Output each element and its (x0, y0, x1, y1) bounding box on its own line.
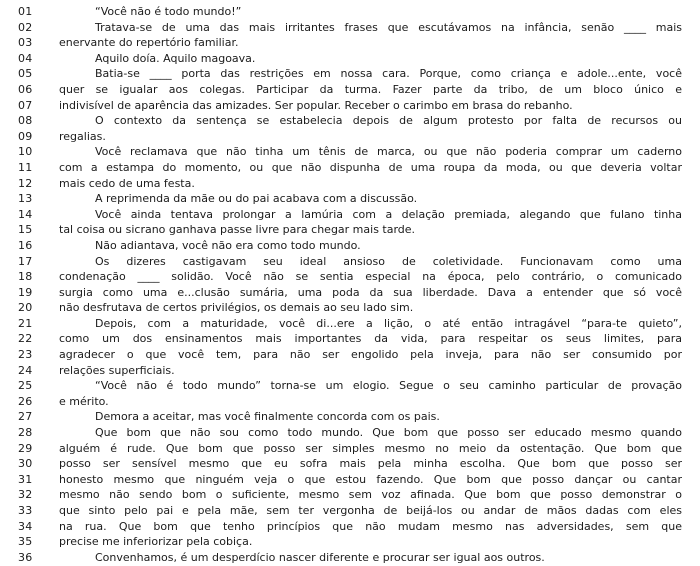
text-line (0, 51, 700, 67)
line-text: na rua. Que bom que tenho princípios que não mudam mesmo nas adversidades, sem que (59, 519, 682, 533)
text-line (0, 425, 700, 441)
text-line (0, 113, 700, 129)
line-text: condenação ____ solidão. Você não se sentia especial na época, pelo contrário, o comunicado (59, 270, 682, 284)
line-text: “Você não é todo mundo!” (95, 5, 242, 18)
line-number: 16 (18, 238, 33, 252)
text-line (0, 300, 700, 316)
line-number: 25 (18, 379, 33, 393)
line-text: enervante do repertório familiar. (59, 36, 239, 50)
line-text: honesto mesmo que ninguém veja o que estou fazendo. Que bom que posso dançar ou cantar (59, 472, 682, 486)
line-number: 22 (18, 332, 33, 346)
line-number: 11 (18, 160, 33, 174)
text-line (0, 409, 700, 425)
line-number: 29 (18, 441, 33, 455)
line-number: 19 (18, 285, 33, 299)
text-line (0, 269, 700, 285)
line-text: mais cedo de uma festa. (59, 176, 195, 190)
line-text: O contexto da sentença se estabelecia depois de algum protesto por falta de recursos ou (95, 114, 682, 128)
line-number: 02 (18, 20, 33, 34)
line-number: 32 (18, 488, 33, 502)
line-text: “Você não é todo mundo” torna-se um elogio. Segue o seu caminho particular de provação (95, 379, 682, 393)
line-text: precise me inferiorizar pela cobiça. (59, 535, 253, 549)
line-text: que sinto pelo pai e pela mãe, sem ter vergonha de beijá-los ou andar de mãos dadas com eles (59, 504, 682, 517)
line-text: Tratava-se de uma das mais irritantes frases que escutávamos na infância, senão ____ mais (95, 20, 682, 34)
line-text: posso ser sensível mesmo que eu sofra mais pela minha escolha. Que bom que posso ser (59, 457, 682, 471)
line-text: Que bom que não sou como todo mundo. Que bom que posso ser educado mesmo quando (95, 426, 682, 440)
text-line (0, 4, 700, 20)
line-number: 09 (18, 129, 33, 143)
line-text: e mérito. (59, 394, 109, 408)
line-number: 15 (18, 223, 33, 237)
line-number: 17 (18, 254, 33, 268)
line-number: 20 (18, 301, 33, 315)
line-text: Você reclamava que não tinha um tênis de marca, ou que não poderia comprar um caderno (95, 145, 682, 159)
text-line (0, 331, 700, 347)
text-line (0, 129, 700, 145)
text-line (0, 191, 700, 207)
text-line (0, 238, 700, 254)
text-line (0, 503, 700, 519)
text-line (0, 35, 700, 51)
line-number: 35 (18, 535, 33, 549)
line-text: Aquilo doía. Aquilo magoava. (95, 51, 256, 65)
line-number: 04 (18, 51, 33, 65)
line-text: Você ainda tentava prolongar a lamúria com a delação premiada, alegando que fulano tinha (95, 207, 682, 221)
text-line (0, 456, 700, 472)
line-text: surgia como uma e...clusão sumária, uma poda da sua liberdade. Dava a entender que só você (59, 285, 682, 299)
line-text: Não adiantava, você não era como todo mundo. (95, 238, 361, 252)
line-text: Demora a aceitar, mas você finalmente concorda com os pais. (95, 410, 440, 424)
line-text: Os dizeres castigavam seu ideal ansioso de coletividade. Funcionavam como uma (95, 254, 682, 268)
line-number: 12 (18, 176, 33, 190)
passage-lines (0, 4, 700, 565)
line-number: 05 (18, 67, 33, 81)
line-text: agradecer o que você tem, para não ser engolido pela inveja, para não ser consumido por (59, 348, 682, 362)
text-line (0, 66, 700, 82)
line-number: 24 (18, 363, 33, 377)
text-line (0, 316, 700, 332)
text-line (0, 347, 700, 363)
text-line (0, 285, 700, 301)
line-number: 10 (18, 145, 33, 159)
text-line (0, 160, 700, 176)
text-line (0, 550, 700, 566)
line-number: 27 (18, 410, 33, 424)
text-line (0, 363, 700, 379)
text-line (0, 519, 700, 535)
line-text: A reprimenda da mãe ou do pai acabava com a discussão. (95, 192, 418, 206)
line-text: quer se igualar aos colegas. Participar da turma. Fazer parte da tribo, de um bloco único e (59, 82, 682, 96)
line-text: como um dos ensinamentos mais importantes da vida, para respeitar os seus limites, para (59, 332, 682, 346)
text-line (0, 144, 700, 160)
text-line (0, 98, 700, 114)
line-text: tal coisa ou sicrano ganhava passe livre para chegar mais tarde. (59, 223, 416, 237)
line-number: 18 (18, 270, 33, 284)
text-line (0, 222, 700, 238)
line-number: 31 (18, 472, 33, 486)
line-text: regalias. (59, 129, 106, 143)
line-text: relações superficiais. (59, 363, 175, 377)
line-number: 13 (18, 192, 33, 206)
line-text: não desfrutava de certos privilégios, os demais ao seu lado sim. (59, 301, 414, 315)
text-line (0, 441, 700, 457)
text-line (0, 534, 700, 550)
line-number: 21 (18, 316, 33, 330)
line-number: 06 (18, 82, 33, 96)
line-number: 03 (18, 36, 33, 50)
text-line (0, 82, 700, 98)
line-text: Batia-se ____ porta das restrições em nossa cara. Porque, como criança e adole...ente, você (95, 67, 682, 81)
text-line (0, 378, 700, 394)
line-number: 36 (18, 550, 33, 564)
line-number: 30 (18, 457, 33, 471)
line-number: 26 (18, 394, 33, 408)
line-number: 28 (18, 426, 33, 440)
line-text: com a estampa do momento, ou que não dispunha de uma roupa da moda, ou que deveria voltar (59, 160, 682, 174)
line-number: 33 (18, 504, 33, 517)
line-text: Convenhamos, é um desperdício nascer diferente e procurar ser igual aos outros. (95, 550, 545, 564)
line-number: 08 (18, 114, 33, 128)
text-line (0, 20, 700, 36)
line-number: 14 (18, 207, 33, 221)
text-line (0, 254, 700, 270)
text-line (0, 472, 700, 488)
line-text: indivisível de aparência das amizades. Ser popular. Receber o carimbo em brasa do rebanho. (59, 98, 573, 112)
line-text: Depois, com a maturidade, você di...ere a lição, o até então intragável “para-te quieto”, (95, 316, 682, 330)
text-line (0, 176, 700, 192)
text-line (0, 487, 700, 503)
text-line (0, 207, 700, 223)
line-text: alguém é rude. Que bom que posso ser simples mesmo no meio da ostentação. Que bom que (59, 441, 682, 455)
text-line (0, 394, 700, 410)
line-number: 01 (18, 5, 33, 18)
line-text: mesmo não sendo bom o suficiente, mesmo sem voz afinada. Que bom que posso demonstrar o (59, 488, 682, 502)
line-number: 23 (18, 348, 33, 362)
line-number: 34 (18, 519, 33, 533)
line-number: 07 (18, 98, 33, 112)
